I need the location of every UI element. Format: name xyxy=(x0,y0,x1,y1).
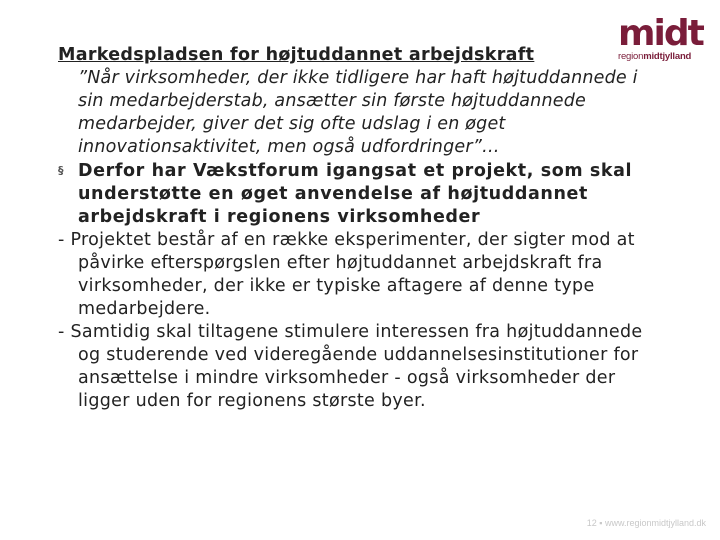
logo-wordmark: midt xyxy=(618,13,703,54)
bullet-marker-icon: § xyxy=(58,164,65,177)
main-bullet xyxy=(58,159,658,229)
dash-item-stimulate: - Samtidig skal tiltagene stimulere interessen fra højtuddannede og studerende ved videregående uddannelsesinstitutioner for ansættelse i mindre virksomheder - også virksomheder der ligger uden for regionens største byer. xyxy=(58,322,643,411)
footer-separator: ▪ xyxy=(599,518,603,528)
logo-sub-region: region xyxy=(618,51,644,62)
slide-footer xyxy=(587,518,706,528)
intro-quote: ”Når virksomheder, der ikke tidligere har haft højtuddannede i sin medarbejderstab, ansætter sin første højtuddannede medarbejder, giver det sig ofte udslag i en øget innovationsaktivitet, men også udfordringer”… xyxy=(78,68,638,157)
slide-heading: Markedspladsen for højtuddannet arbejdskraft xyxy=(58,45,535,65)
main-bullet-text: Derfor har Vækstforum igangsat et projekt, som skal understøtte en øget anvendelse af højtuddannet arbejdskraft i regionens virksomheder xyxy=(78,161,633,227)
logo-sub-name: midtjylland xyxy=(643,51,692,62)
footer-url: www.regionmidtjylland.dk xyxy=(604,518,706,528)
slide-content xyxy=(58,44,658,413)
page-number: 12 xyxy=(586,518,597,528)
dash-item-experiments: - Projektet består af en række eksperimenter, der sigter mod at påvirke efterspørgslen efter højtuddannet arbejdskraft fra virksomheder, der ikke er typiske aftagere af denne type medarbejdere. xyxy=(58,230,635,319)
